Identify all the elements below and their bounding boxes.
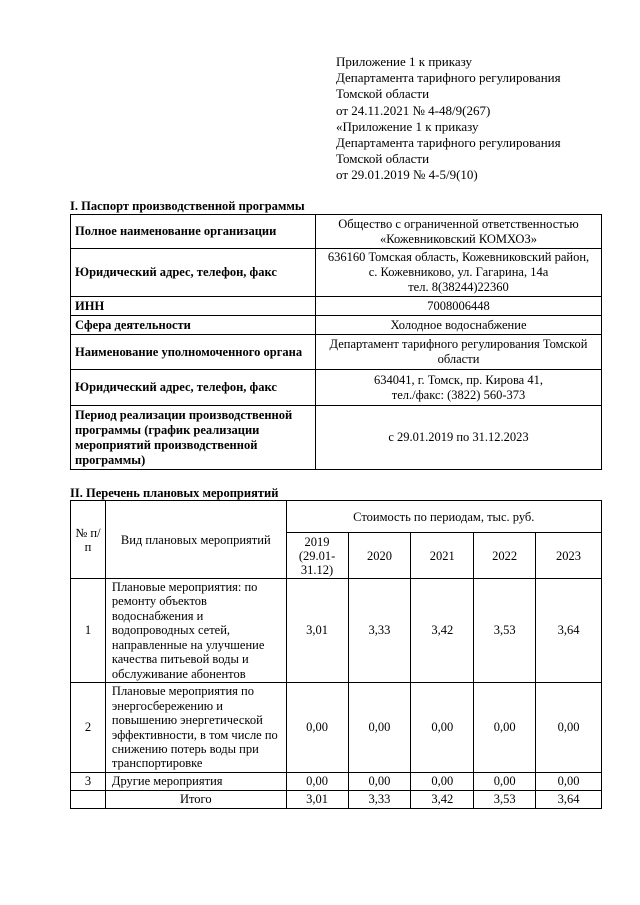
value-line: 634041, г. Томск, пр. Кирова 41,	[374, 372, 543, 387]
appendix-header	[336, 54, 561, 184]
appendix-line: от 24.11.2021 № 4-48/9(267)	[336, 102, 491, 118]
row-value: 0,00	[348, 773, 411, 791]
appendix-line: Томской области	[336, 151, 430, 167]
total-value: 3,01	[286, 791, 348, 809]
row-value: 0,00	[286, 683, 348, 773]
row-value: 0,00	[411, 773, 474, 791]
appendix-line: от 29.01.2019 № 4-5/9(10)	[336, 167, 478, 183]
row-value: 3,64	[536, 579, 602, 683]
plan-total-row	[71, 791, 602, 809]
row-value: 3,01	[286, 579, 348, 683]
total-label: Итого	[105, 791, 286, 809]
plan-row	[71, 579, 602, 683]
passport-row	[71, 215, 602, 249]
row-name: Плановые мероприятия: по ремонту объектов водоснабжения и водопроводных сетей, направленные на улучшение качества питьевой воды и обслуживание абонентов	[105, 579, 286, 683]
value-line: тел./факс: (3822) 560-373	[391, 387, 526, 402]
header-type: Вид плановых мероприятий	[105, 501, 286, 579]
value-line: 7008006448	[427, 298, 490, 313]
appendix-line: «Приложение 1 к приказу	[336, 118, 479, 134]
passport-row	[71, 335, 602, 370]
passport-key: Наименование уполномоченного органа	[71, 335, 316, 370]
section-title-plan: II. Перечень плановых мероприятий	[70, 486, 279, 500]
passport-key: ИНН	[71, 297, 316, 316]
passport-value	[316, 370, 602, 406]
appendix-line: Томской области	[336, 86, 430, 102]
header-period: 2019 (29.01-31.12)	[286, 533, 348, 579]
passport-key: Юридический адрес, телефон, факс	[71, 249, 316, 297]
row-value: 0,00	[536, 773, 602, 791]
plan-header-row	[71, 501, 602, 533]
header-period: 2023	[536, 533, 602, 579]
header-period: 2022	[474, 533, 536, 579]
passport-row	[71, 406, 602, 470]
passport-row	[71, 297, 602, 316]
total-num-empty	[71, 791, 106, 809]
passport-value	[316, 316, 602, 335]
header-cost: Стоимость по периодам, тыс. руб.	[286, 501, 601, 533]
header-period: 2021	[411, 533, 474, 579]
row-value: 3,53	[474, 579, 536, 683]
row-name: Плановые мероприятия по энергосбережению и повышению энергетической эффективности, в том числе по снижению потерь воды при транспортировке	[105, 683, 286, 773]
header-num: № п/п	[71, 501, 106, 579]
value-line: области	[437, 352, 480, 366]
passport-value	[316, 297, 602, 316]
row-value: 0,00	[536, 683, 602, 773]
plan-row	[71, 773, 602, 791]
value-line: с. Кожевниково, ул. Гагарина, 14а	[368, 265, 549, 279]
passport-table	[70, 214, 602, 470]
appendix-line: Приложение 1 к приказу	[336, 54, 473, 69]
row-value: 0,00	[286, 773, 348, 791]
total-value: 3,42	[411, 791, 474, 809]
header-period: 2020	[348, 533, 411, 579]
passport-key: Юридический адрес, телефон, факс	[71, 370, 316, 406]
row-num: 2	[71, 683, 106, 773]
value-line: тел. 8(38244)22360	[408, 280, 509, 294]
appendix-line: Департамента тарифного регулирования	[336, 135, 561, 151]
value-line: 636160 Томская область, Кожевниковский район,	[327, 250, 590, 264]
value-line: Департамент тарифного регулирования Томской	[329, 337, 588, 351]
total-value: 3,33	[348, 791, 411, 809]
plan-row	[71, 683, 602, 773]
row-value: 0,00	[474, 773, 536, 791]
passport-key: Полное наименование организации	[71, 215, 316, 249]
row-value: 3,42	[411, 579, 474, 683]
passport-value	[316, 335, 602, 370]
row-num: 1	[71, 579, 106, 683]
row-value: 0,00	[474, 683, 536, 773]
row-name: Другие мероприятия	[105, 773, 286, 791]
plan-table	[70, 500, 602, 809]
value-line: Холодное водоснабжение	[390, 317, 527, 332]
passport-value	[316, 249, 602, 297]
row-value: 0,00	[348, 683, 411, 773]
value-line: Общество с ограниченной ответственностью	[338, 216, 579, 231]
appendix-line: Департамента тарифного регулирования	[336, 70, 561, 86]
row-num: 3	[71, 773, 106, 791]
value-line: с 29.01.2019 по 31.12.2023	[388, 430, 529, 444]
row-value: 0,00	[411, 683, 474, 773]
passport-row	[71, 316, 602, 335]
passport-key: Период реализации производственной программы (график реализации мероприятий производственной программы)	[71, 406, 316, 470]
passport-row	[71, 370, 602, 406]
value-line: «Кожевниковский КОМХОЗ»	[380, 231, 537, 246]
total-value: 3,64	[536, 791, 602, 809]
passport-row	[71, 249, 602, 297]
row-value: 3,33	[348, 579, 411, 683]
section-title-passport: I. Паспорт производственной программы	[70, 199, 305, 213]
total-value: 3,53	[474, 791, 536, 809]
passport-value	[316, 406, 602, 470]
passport-key: Сфера деятельности	[71, 316, 316, 335]
passport-value	[316, 215, 602, 249]
